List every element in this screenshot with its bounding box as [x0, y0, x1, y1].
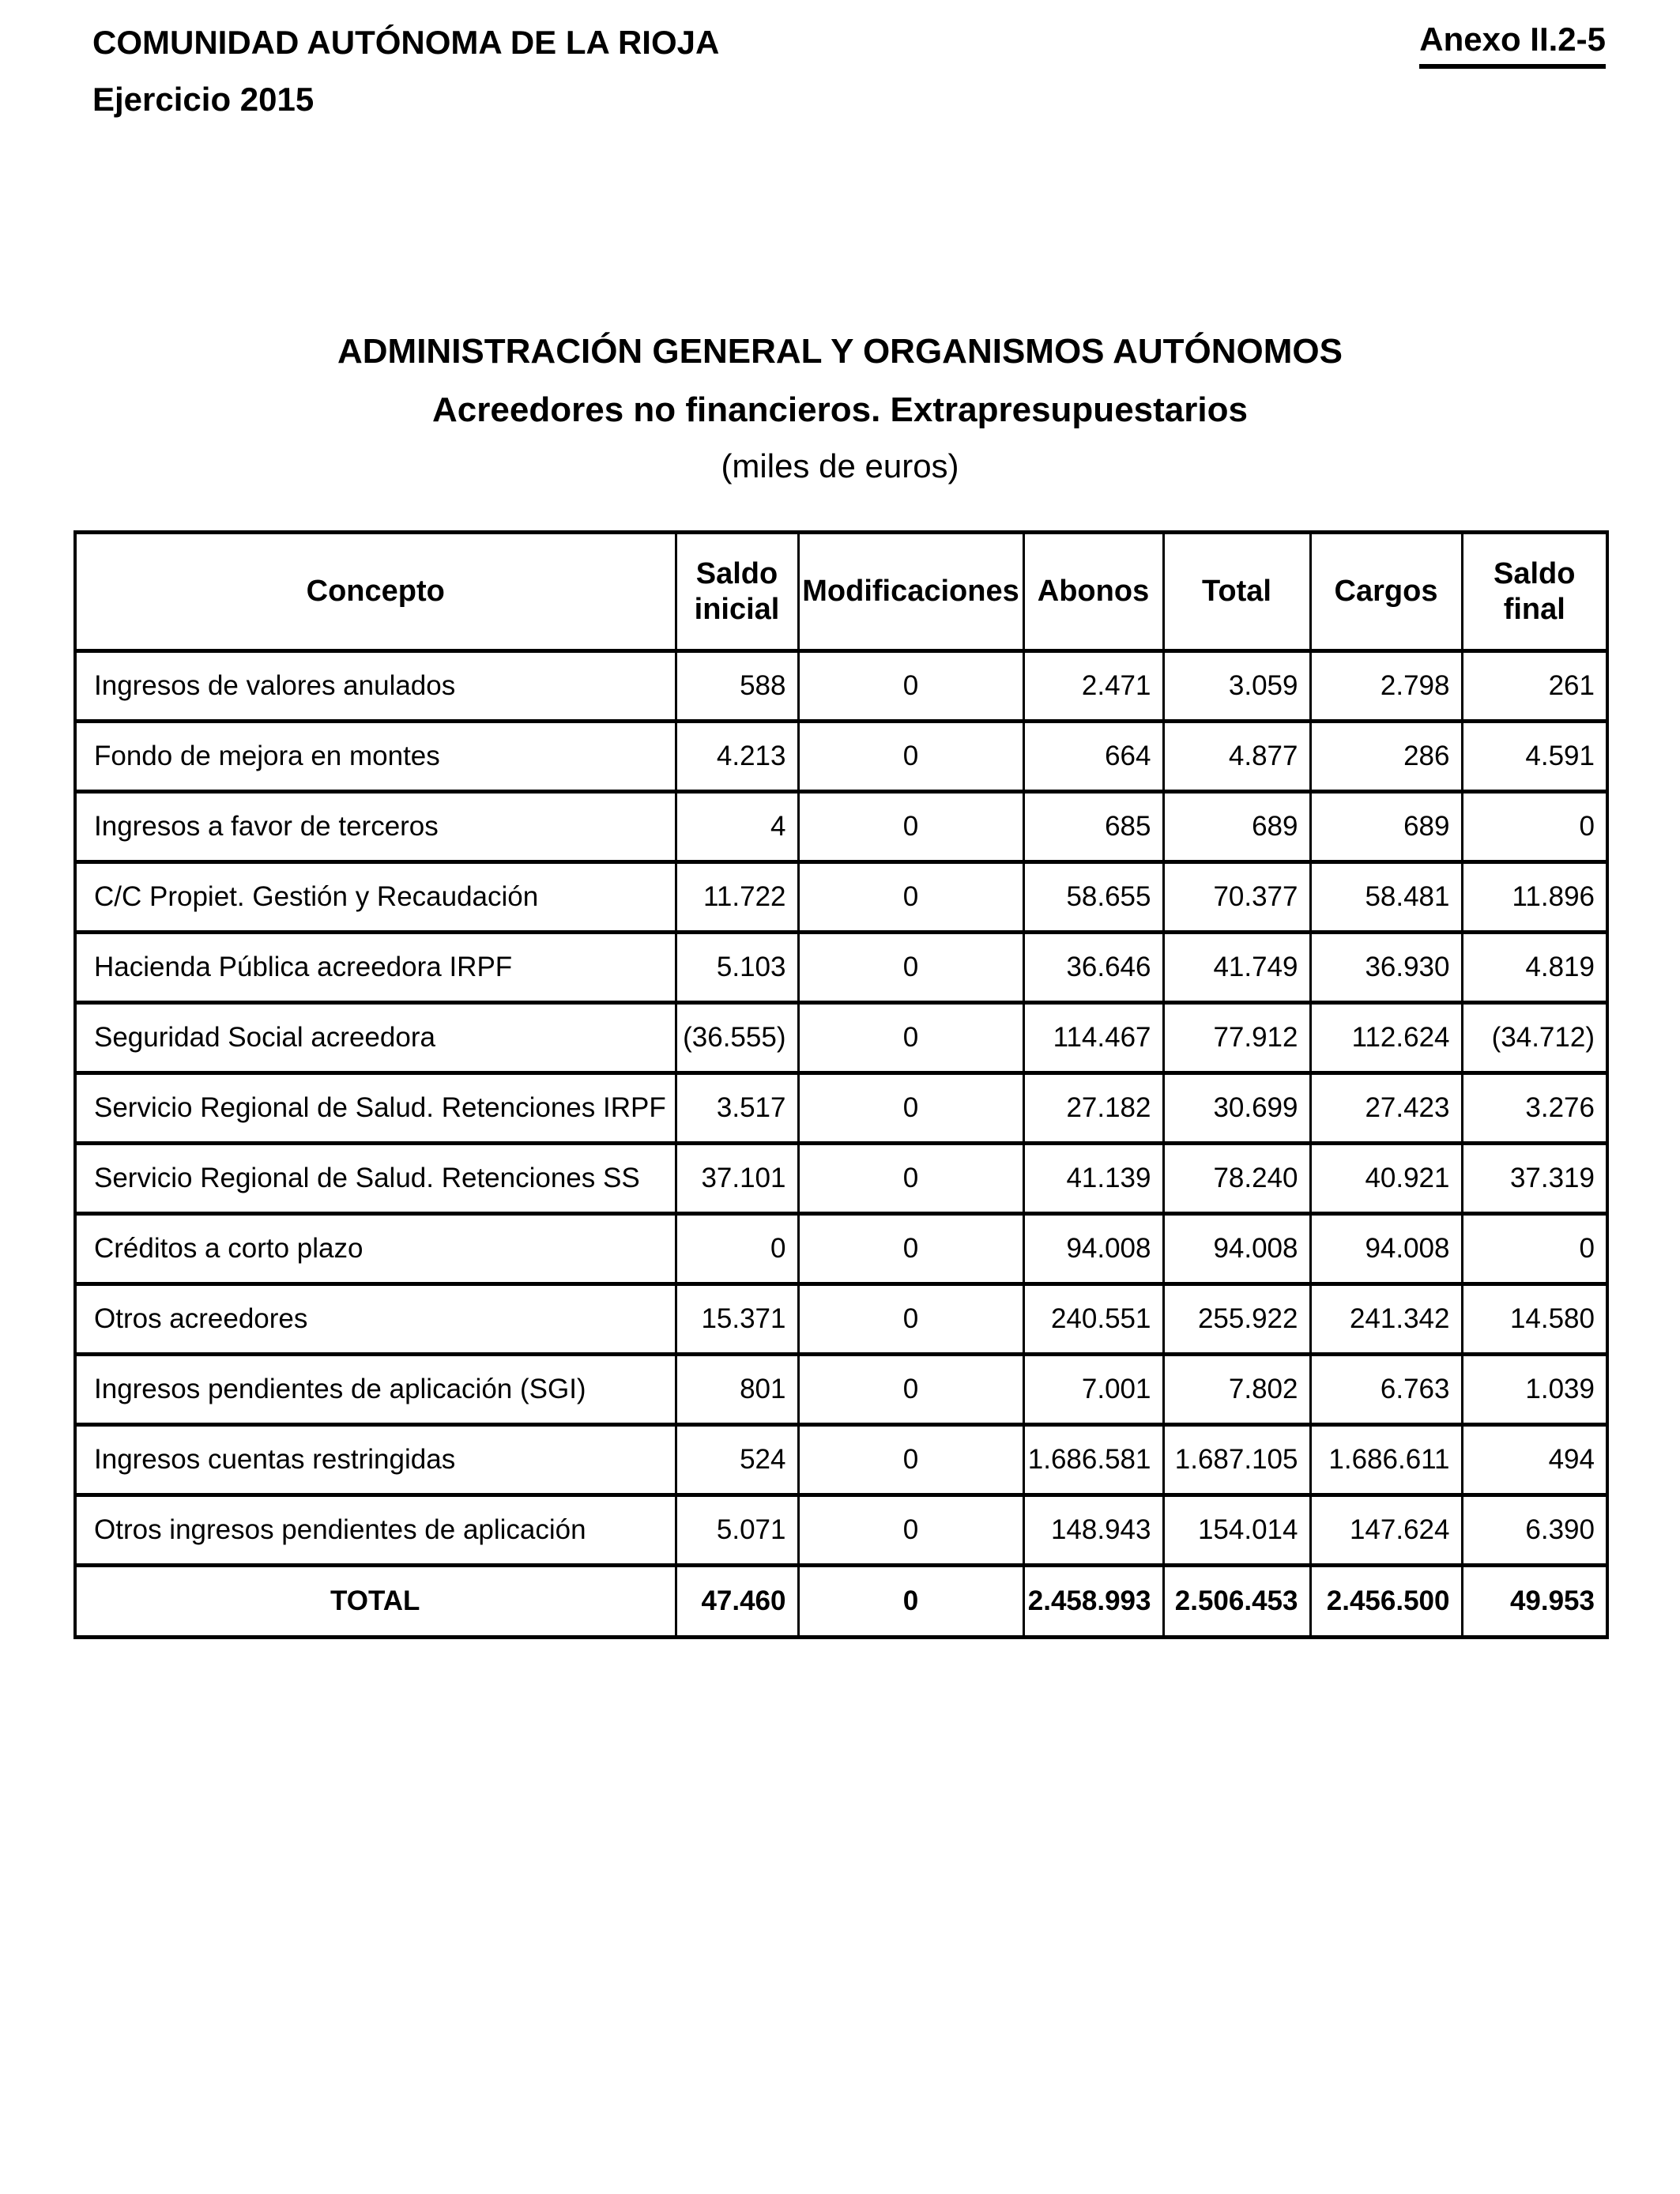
cell-saldo-final: 261 — [1462, 651, 1607, 722]
table-row — [75, 862, 1607, 933]
cell-saldo-final: 0 — [1462, 792, 1607, 862]
cell-total: 94.008 — [1163, 1214, 1310, 1284]
table-row — [75, 933, 1607, 1003]
cell-saldo-final: (34.712) — [1462, 1003, 1607, 1073]
column-header-total: Total — [1163, 533, 1310, 651]
cell-concepto: C/C Propiet. Gestión y Recaudación — [75, 862, 676, 933]
cell-saldo-inicial: 524 — [676, 1425, 798, 1495]
cell-saldo-final: 11.896 — [1462, 862, 1607, 933]
cell-modificaciones: 0 — [798, 862, 1023, 933]
cell-concepto: Ingresos de valores anulados — [75, 651, 676, 722]
cell-saldo-final: 6.390 — [1462, 1495, 1607, 1566]
table-row — [75, 1355, 1607, 1425]
cell-total: 7.802 — [1163, 1355, 1310, 1425]
table-header-row — [75, 533, 1607, 651]
cell-modificaciones: 0 — [798, 792, 1023, 862]
cell-concepto: Seguridad Social acreedora — [75, 1003, 676, 1073]
cell-abonos: 27.182 — [1023, 1073, 1163, 1144]
cell-cargos: 147.624 — [1310, 1495, 1462, 1566]
cell-abonos: 240.551 — [1023, 1284, 1163, 1355]
table-row — [75, 1284, 1607, 1355]
annex-label: Anexo II.2-5 — [1419, 21, 1606, 69]
cell-concepto: TOTAL — [75, 1566, 676, 1638]
cell-modificaciones: 0 — [798, 1073, 1023, 1144]
cell-total: 689 — [1163, 792, 1310, 862]
cell-concepto: Otros acreedores — [75, 1284, 676, 1355]
cell-cargos: 241.342 — [1310, 1284, 1462, 1355]
table-row — [75, 1073, 1607, 1144]
cell-saldo-final: 4.819 — [1462, 933, 1607, 1003]
cell-abonos: 148.943 — [1023, 1495, 1163, 1566]
table-row — [75, 1003, 1607, 1073]
cell-abonos: 94.008 — [1023, 1214, 1163, 1284]
cell-abonos: 1.686.581 — [1023, 1425, 1163, 1495]
column-header-saldo-final: Saldo final — [1462, 533, 1607, 651]
document-subtitle: Acreedores no financieros. Extrapresupuestarios — [432, 390, 1248, 429]
cell-modificaciones: 0 — [798, 651, 1023, 722]
cell-cargos: 2.456.500 — [1310, 1566, 1462, 1638]
financial-table — [73, 530, 1609, 1639]
cell-saldo-inicial: 37.101 — [676, 1144, 798, 1214]
cell-saldo-inicial: 801 — [676, 1355, 798, 1425]
cell-saldo-final: 4.591 — [1462, 722, 1607, 792]
cell-abonos: 7.001 — [1023, 1355, 1163, 1425]
cell-modificaciones: 0 — [798, 1425, 1023, 1495]
cell-saldo-inicial: 4.213 — [676, 722, 798, 792]
cell-cargos: 36.930 — [1310, 933, 1462, 1003]
table-row — [75, 1144, 1607, 1214]
cell-total: 255.922 — [1163, 1284, 1310, 1355]
column-header-abonos: Abonos — [1023, 533, 1163, 651]
table-row — [75, 722, 1607, 792]
cell-abonos: 36.646 — [1023, 933, 1163, 1003]
table-row — [75, 1495, 1607, 1566]
cell-total: 78.240 — [1163, 1144, 1310, 1214]
column-header-cargos: Cargos — [1310, 533, 1462, 651]
cell-cargos: 6.763 — [1310, 1355, 1462, 1425]
cell-modificaciones: 0 — [798, 1566, 1023, 1638]
cell-modificaciones: 0 — [798, 1003, 1023, 1073]
cell-modificaciones: 0 — [798, 1495, 1023, 1566]
cell-total: 4.877 — [1163, 722, 1310, 792]
cell-abonos: 664 — [1023, 722, 1163, 792]
table-row — [75, 651, 1607, 722]
cell-saldo-inicial: 15.371 — [676, 1284, 798, 1355]
cell-concepto: Ingresos pendientes de aplicación (SGI) — [75, 1355, 676, 1425]
column-header-concepto: Concepto — [75, 533, 676, 651]
cell-concepto: Ingresos a favor de terceros — [75, 792, 676, 862]
cell-saldo-inicial: 0 — [676, 1214, 798, 1284]
cell-concepto: Servicio Regional de Salud. Retenciones IRPF — [75, 1073, 676, 1144]
cell-saldo-final: 37.319 — [1462, 1144, 1607, 1214]
cell-cargos: 2.798 — [1310, 651, 1462, 722]
cell-total: 2.506.453 — [1163, 1566, 1310, 1638]
cell-saldo-final: 494 — [1462, 1425, 1607, 1495]
cell-concepto: Ingresos cuentas restringidas — [75, 1425, 676, 1495]
cell-total: 3.059 — [1163, 651, 1310, 722]
cell-total: 1.687.105 — [1163, 1425, 1310, 1495]
cell-saldo-inicial: 11.722 — [676, 862, 798, 933]
cell-modificaciones: 0 — [798, 1214, 1023, 1284]
cell-concepto: Fondo de mejora en montes — [75, 722, 676, 792]
cell-saldo-final: 14.580 — [1462, 1284, 1607, 1355]
table-row — [75, 1425, 1607, 1495]
cell-total: 30.699 — [1163, 1073, 1310, 1144]
cell-saldo-inicial: 5.103 — [676, 933, 798, 1003]
cell-modificaciones: 0 — [798, 1284, 1023, 1355]
table-row — [75, 1214, 1607, 1284]
cell-total: 70.377 — [1163, 862, 1310, 933]
cell-cargos: 58.481 — [1310, 862, 1462, 933]
cell-saldo-final: 49.953 — [1462, 1566, 1607, 1638]
column-header-saldo-inicial: Saldo inicial — [676, 533, 798, 651]
cell-concepto: Créditos a corto plazo — [75, 1214, 676, 1284]
cell-abonos: 2.458.993 — [1023, 1566, 1163, 1638]
cell-saldo-final: 3.276 — [1462, 1073, 1607, 1144]
cell-concepto: Servicio Regional de Salud. Retenciones SS — [75, 1144, 676, 1214]
cell-modificaciones: 0 — [798, 933, 1023, 1003]
cell-concepto: Otros ingresos pendientes de aplicación — [75, 1495, 676, 1566]
cell-saldo-inicial: 588 — [676, 651, 798, 722]
column-header-modificaciones: Modificaciones — [798, 533, 1023, 651]
table-row — [75, 792, 1607, 862]
cell-modificaciones: 0 — [798, 1144, 1023, 1214]
cell-total: 41.749 — [1163, 933, 1310, 1003]
cell-modificaciones: 0 — [798, 722, 1023, 792]
cell-cargos: 112.624 — [1310, 1003, 1462, 1073]
units-label: (miles de euros) — [721, 447, 959, 484]
org-name: COMUNIDAD AUTÓNOMA DE LA RIOJA — [92, 24, 720, 61]
cell-saldo-final: 0 — [1462, 1214, 1607, 1284]
cell-total: 154.014 — [1163, 1495, 1310, 1566]
cell-saldo-inicial: (36.555) — [676, 1003, 798, 1073]
cell-saldo-inicial: 3.517 — [676, 1073, 798, 1144]
cell-abonos: 2.471 — [1023, 651, 1163, 722]
cell-concepto: Hacienda Pública acreedora IRPF — [75, 933, 676, 1003]
cell-cargos: 689 — [1310, 792, 1462, 862]
cell-abonos: 41.139 — [1023, 1144, 1163, 1214]
document-title: ADMINISTRACIÓN GENERAL Y ORGANISMOS AUTÓNOMOS — [337, 332, 1343, 371]
exercise-label: Ejercicio 2015 — [92, 81, 315, 118]
cell-abonos: 685 — [1023, 792, 1163, 862]
cell-abonos: 114.467 — [1023, 1003, 1163, 1073]
cell-saldo-inicial: 5.071 — [676, 1495, 798, 1566]
cell-total: 77.912 — [1163, 1003, 1310, 1073]
cell-saldo-inicial: 47.460 — [676, 1566, 798, 1638]
cell-cargos: 94.008 — [1310, 1214, 1462, 1284]
cell-cargos: 40.921 — [1310, 1144, 1462, 1214]
cell-saldo-final: 1.039 — [1462, 1355, 1607, 1425]
cell-modificaciones: 0 — [798, 1355, 1023, 1425]
cell-cargos: 27.423 — [1310, 1073, 1462, 1144]
cell-abonos: 58.655 — [1023, 862, 1163, 933]
cell-saldo-inicial: 4 — [676, 792, 798, 862]
cell-cargos: 286 — [1310, 722, 1462, 792]
cell-cargos: 1.686.611 — [1310, 1425, 1462, 1495]
table-total-row — [75, 1566, 1607, 1638]
